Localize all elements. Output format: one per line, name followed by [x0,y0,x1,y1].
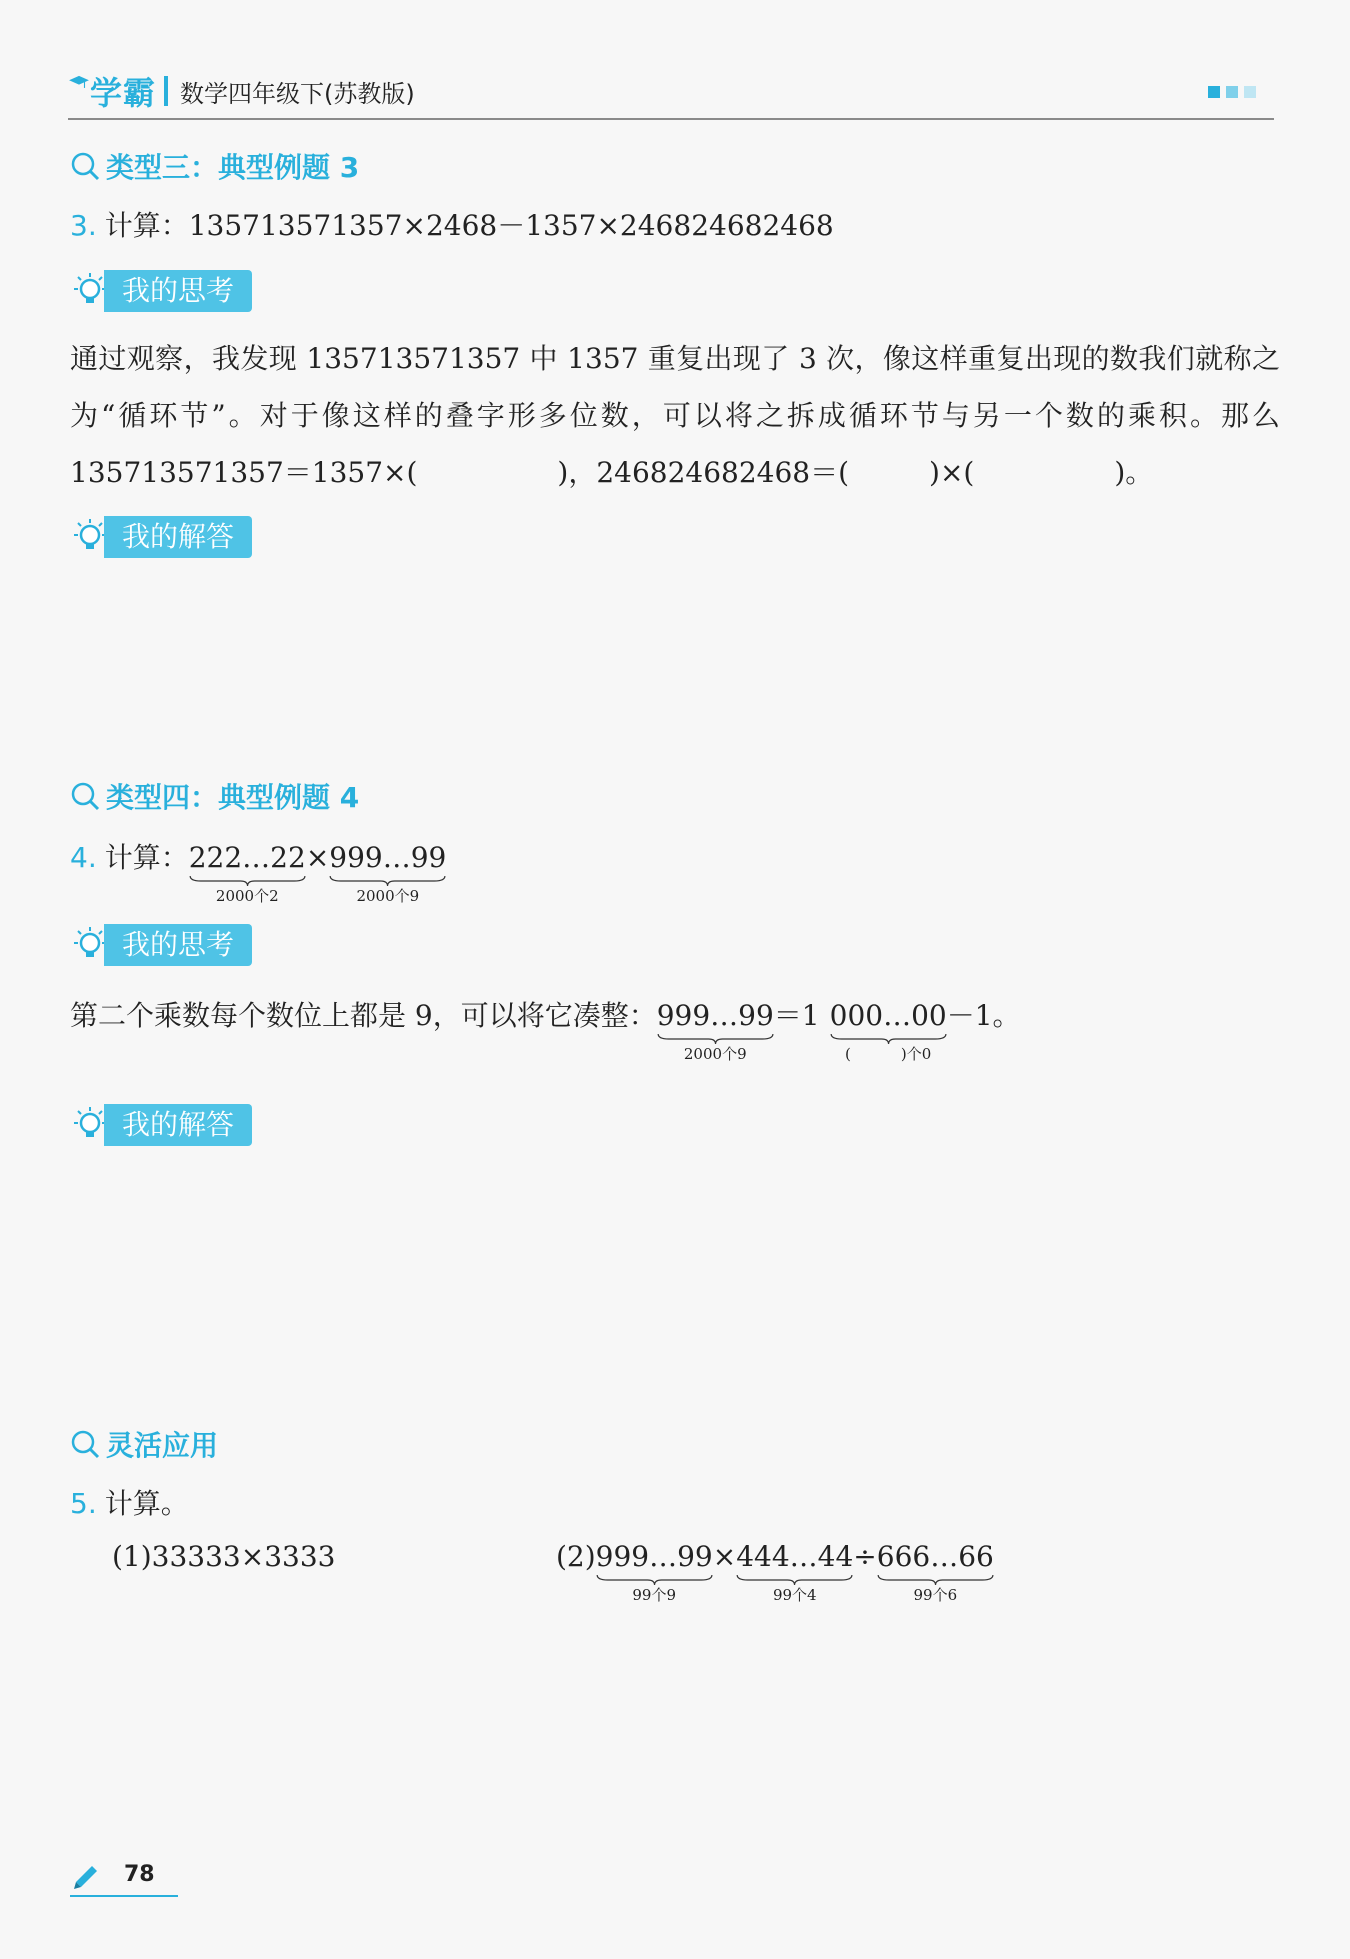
brace-note: 99个6 [913,1586,958,1604]
footer-rule [70,1895,178,1897]
term-a [595,1540,713,1604]
term-zeros [829,999,947,1063]
pencil-icon [72,1860,102,1890]
answer-badge [70,1104,252,1146]
problem-text: 计算：135713571357×2468－1357×246824682468 [104,209,834,242]
page-number: 78 [124,1862,155,1887]
operator: × [305,841,330,874]
header-decoration [1208,86,1256,98]
problem-5 [70,1482,189,1522]
magnifier-icon [70,1429,100,1459]
section-title: 类型三：典型例题 3 [106,151,360,184]
section-heading-type4 [70,776,359,816]
think-text: －1。 [946,999,1021,1032]
term-999 [656,999,774,1063]
brace-note: 2000个9 [356,887,420,905]
think-text: )，246824682468＝( [557,456,850,489]
brace-note [830,1043,947,1064]
problem-number: 4. [70,841,97,874]
operator: × [712,1540,737,1573]
term-text: 000…00 [829,999,947,1032]
think-badge [70,924,252,966]
problem-4 [70,836,447,905]
header-square [1226,86,1238,98]
problem-3 [70,204,834,244]
brace-note: 2000个2 [215,887,279,905]
think-paragraph-3 [70,330,1280,501]
think-badge [70,270,252,312]
brace-note: 99个4 [772,1586,817,1604]
problem-text: 计算。 [104,1487,189,1520]
logo-divider [164,76,168,106]
magnifier-icon [70,781,100,811]
header-rule [68,118,1274,120]
think-text: 通过观察，我发现 135713571357 中 1357 重复出现了 3 次，像这样重复出现的数我们就称之为“循环节”。对于像这样的叠字形多位数，可以将之拆成循环节与另一个数的乘积。那么 135713571357＝1357×( [70,342,1280,489]
graduation-cap-icon [68,72,90,94]
term-text: 999…99 [656,999,774,1032]
brand-logo [68,62,415,120]
section-heading-apply [70,1424,218,1464]
section-title: 灵活应用 [106,1429,219,1462]
problem-number: 5. [70,1487,97,1520]
term-text: 666…66 [876,1540,994,1573]
section-title: 类型四：典型例题 4 [106,781,360,814]
think-text: 第二个乘数每个数位上都是 9，可以将它凑整： [70,999,657,1032]
subproblem-text: (1)33333×3333 [112,1540,336,1573]
subproblem-2 [556,1540,994,1604]
operator: ＝1 [773,999,820,1032]
problem-number: 3. [70,209,97,242]
subproblem-prefix: (2) [556,1540,596,1573]
subproblem-1 [112,1540,335,1573]
factor-2 [329,841,447,905]
section-heading-type3 [70,146,359,186]
think-text: )×( [929,456,975,489]
page-header [68,62,1274,120]
think-label: 我的思考 [104,924,252,966]
term-c [876,1540,994,1604]
logo-text: 学霸 [90,74,157,112]
problem-prefix: 计算： [104,841,189,874]
factor-text: 999…99 [329,841,447,874]
answer-area-5[interactable] [70,1620,1280,1840]
brace-note-open: ( [845,1045,851,1063]
header-square [1244,86,1256,98]
answer-area-4[interactable] [70,1160,1280,1380]
magnifier-icon [70,151,100,181]
answer-label: 我的解答 [104,516,252,558]
brace-note: 99个9 [632,1586,677,1604]
brace-note: 2000个9 [683,1045,747,1063]
answer-area-3[interactable] [70,570,1280,750]
answer-badge [70,516,252,558]
term-text: 444…44 [736,1540,854,1573]
brace-note-close: )个0 [900,1045,932,1063]
think-text: )。 [1114,456,1154,489]
answer-label: 我的解答 [104,1104,252,1146]
think-paragraph-4 [70,994,1021,1063]
header-square [1208,86,1220,98]
book-title: 数学四年级下(苏教版) [180,79,415,108]
operator: ÷ [853,1540,877,1573]
think-label: 我的思考 [104,270,252,312]
term-b [736,1540,854,1604]
factor-1 [188,841,306,905]
term-text: 999…99 [595,1540,713,1573]
factor-text: 222…22 [188,841,306,874]
